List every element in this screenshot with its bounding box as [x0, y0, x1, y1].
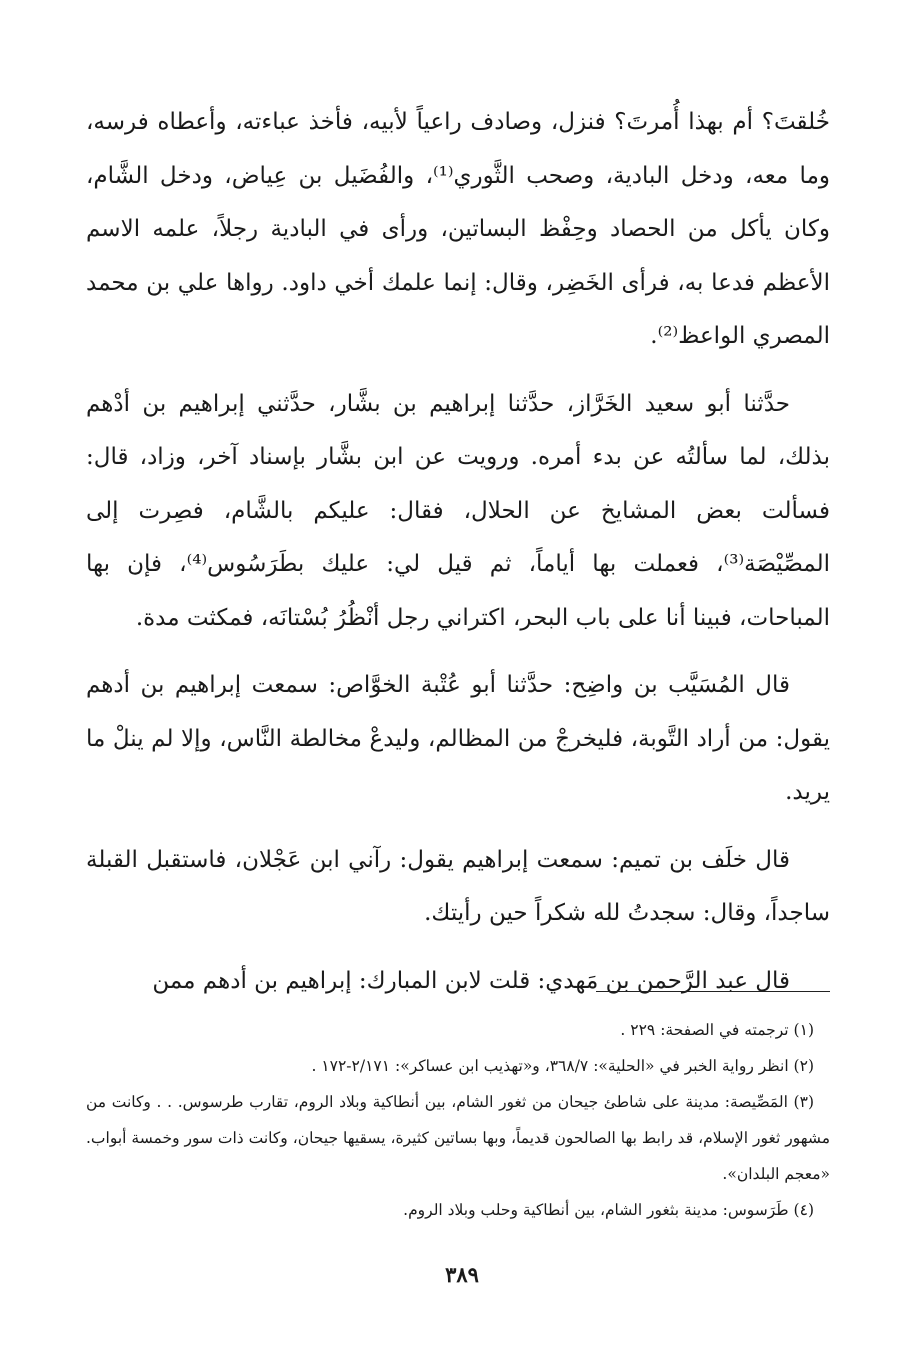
main-text: [86, 96, 830, 1022]
paragraph-continuation: خُلقتَ؟ أم بهذا أُمرتَ؟ فنزل، وصادف راعياً لأبيه، فأخذ عباءته، وأعطاه فرسه، وما معه، ودخل البادية، وصحب الثَّوري⁽¹⁾، والفُضَيل بن عِياض، ودخل الشَّام، وكان يأكل من الحصاد وحِفْظ البساتين، ورأى في البادية رجلاً، علمه الاسم الأعظم فدعا به، فرأى الخَضِر، وقال: إنما علمك أخي داود. رواها علي بن محمد المصري الواعظ⁽²⁾.: [86, 109, 830, 349]
paragraph-abu-said: حدَّثنا أبو سعيد الخَرَّاز، حدَّثنا إبراهيم بن بشَّار، حدَّثني إبراهيم بن أدْهم بذلك، لما سألتُه عن بدء أمره. ورويت عن ابن بشَّار بإسناد آخر، وزاد، قال: فسألت بعض المشايخ عن الحلال، فقال: عليكم بالشَّام، فصِرت إلى المصِّيْصَة⁽³⁾، فعملت بها أياماً، ثم قيل لي: عليك بطَرَسُوس⁽⁴⁾، فإن بها المباحات، فبينا أنا على باب البحر، اكتراني رجل أنْظُرُ بُسْتانَه، فمكثت مدة.: [86, 390, 830, 631]
footnotes: [86, 1012, 830, 1228]
footnote-4: (٤) طَرَسوس: مدينة بثغور الشام، بين أنطاكية وحلب وبلاد الروم.: [403, 1201, 814, 1219]
paragraph-abdulrahman: قال عبد الرَّحمن بن مَهدي: قلت لابن المبارك: إبراهيم بن أدهم ممن: [152, 967, 790, 994]
footnote-divider: [596, 991, 830, 992]
footnote-2: (٢) انظر رواية الخبر في «الحلية»: ٣٦٨/٧، و«تهذيب ابن عساكر»: ٢/١٧١-١٧٢ .: [311, 1057, 814, 1075]
footnote-3: (٣) المَصِّيصة: مدينة على شاطئ جيحان من ثغور الشام، بين أنطاكية وبلاد الروم، تقارب طرسوس. . . وكانت من مشهور ثغور الإسلام، قد رابط بها الصالحون قديماً، وبها بساتين كثيرة، يسقيها جيحان، وكانت ذات سور وخمسة أبواب. «معجم البلدان».: [86, 1093, 830, 1183]
page-number: ٣٨٩: [445, 1262, 479, 1287]
paragraph-musayyab: قال المُسَيَّب بن واضِح: حدَّثنا أبو عُتْبة الخوَّاص: سمعت إبراهيم بن أدهم يقول: من أراد التَّوبة، فليخرجْ من المظالم، وليدعْ مخالطة النَّاس، وإلا لم ينلْ ما يريد.: [86, 672, 830, 805]
paragraph-khalaf: قال خلَف بن تميم: سمعت إبراهيم يقول: رآني ابن عَجْلان، فاستقبل القبلة ساجداً، وقال: سجدتُ لله شكراً حين رأيتك.: [86, 846, 830, 926]
footnote-1: (١) ترجمته في الصفحة: ٢٢٩ .: [620, 1021, 814, 1039]
